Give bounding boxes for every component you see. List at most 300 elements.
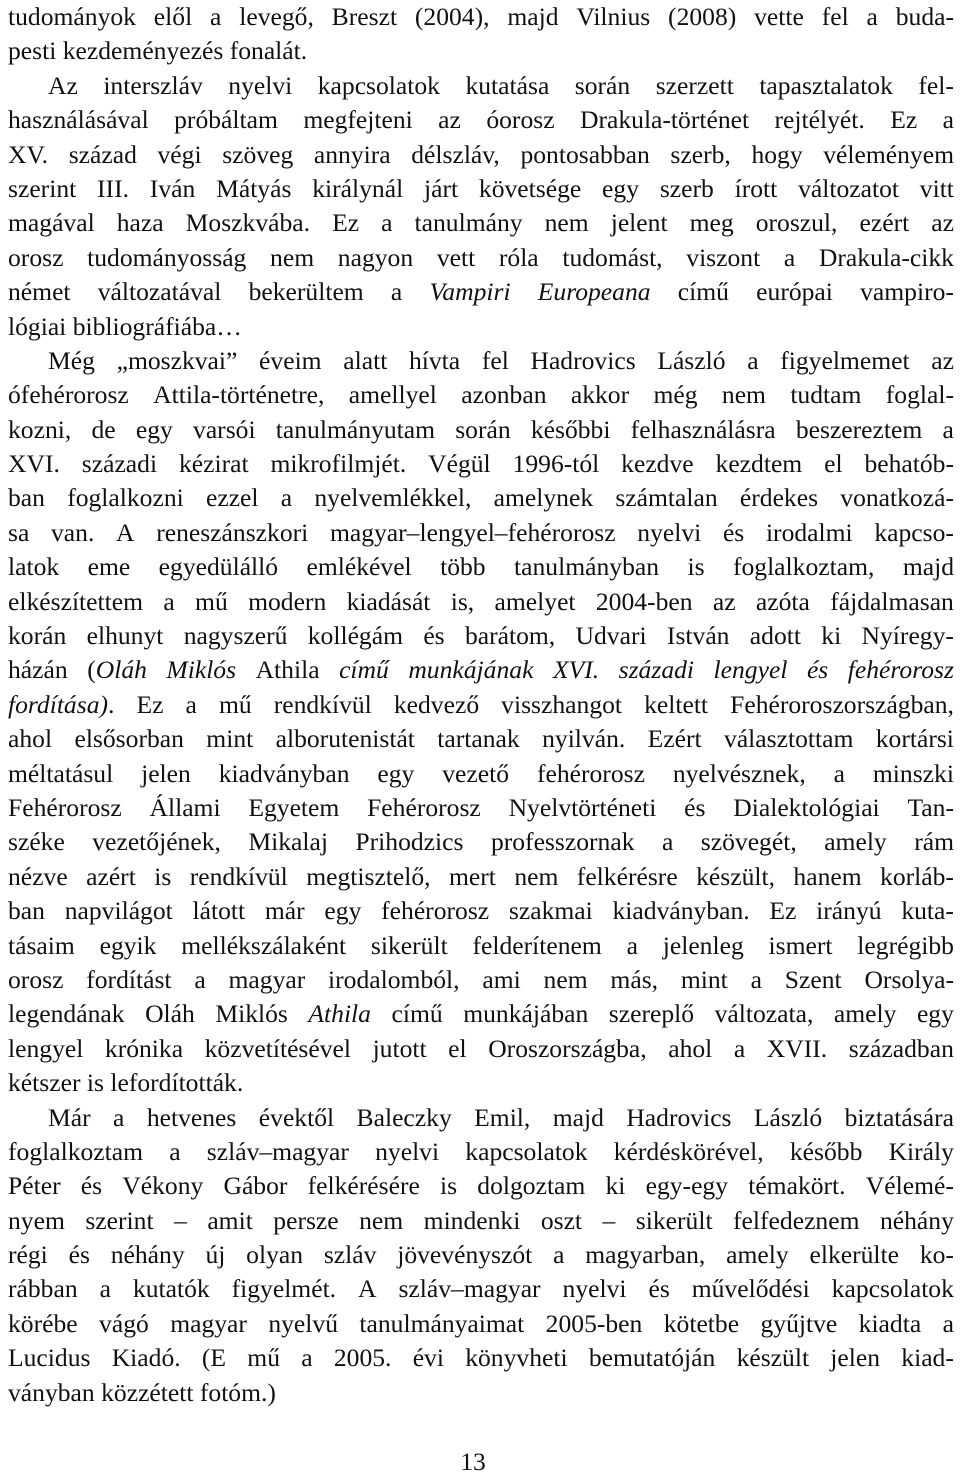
word: rám [914,827,954,857]
word: legendának [8,999,125,1029]
word: követsége [478,173,582,203]
word: fordítást [86,964,172,994]
word: a [733,1033,746,1063]
word: oszt [540,1205,583,1235]
word: róla [498,242,539,272]
word: században [848,1033,954,1063]
word: című [391,999,443,1029]
word: azért [86,861,136,891]
word: tudtam [790,380,862,410]
word: készült [736,1343,810,1373]
word: van. [51,517,95,547]
word: dolgoztam [477,1171,586,1201]
word: Péter [8,1171,61,1201]
word: majd [552,1102,604,1132]
word: persze [273,1205,339,1235]
word: tartanak [437,724,520,754]
word: minszki [872,758,954,788]
word: alborutenistát [275,724,415,754]
word: járt [424,173,459,203]
word: nyelvű [268,1308,338,1338]
word: latok [8,552,60,582]
word: visszhangot [501,689,623,719]
word: évektől [258,1102,335,1132]
word: még [653,380,698,410]
word: Hadrovics [626,1102,732,1132]
word: kezdtem [715,449,803,479]
word: akkor [570,380,630,410]
word: XVI. [552,655,600,685]
text-line [8,997,954,1031]
word: óorosz [486,105,555,135]
word: jelenleg [662,930,744,960]
text-line [8,241,954,275]
word: lengyel [713,655,788,685]
word: tanulmányban [514,552,660,582]
word: Fehérorosz [367,792,481,822]
text-line [8,619,954,653]
word: tudományok [8,2,136,31]
word: nyelvi [562,1274,627,1304]
word: kapcsolatok [831,1274,954,1304]
word: a [626,930,638,960]
text-line [8,1101,954,1135]
word: elkerülte [809,1240,900,1270]
word: Még [48,345,95,375]
word: tudományosság [87,242,247,272]
word: mert [449,861,496,891]
word: Attila-történetre, [153,380,325,410]
word: ezzel [205,483,259,513]
word: el [448,1033,467,1063]
word: egyedülálló [158,552,279,582]
word: vette [754,2,804,31]
text-line [8,516,954,550]
word: magyar [228,964,306,994]
word: bekerültem [248,277,364,307]
word: felkérésre [576,861,678,891]
word: amit [207,1205,253,1235]
word: szerzett [655,70,734,100]
word: Miklós [215,999,288,1029]
word: ki [605,1171,626,1201]
word: nem [270,242,315,272]
word: hanem [793,861,862,891]
text-line [8,103,954,137]
word: nyem [8,1205,65,1235]
word: kiadását [346,586,431,616]
word: már [264,896,305,926]
word: és [80,1171,103,1201]
word: a [194,964,206,994]
word: század [68,139,137,169]
word: beszereztem [795,414,923,444]
word: a [833,758,845,788]
word: kiadványban. [612,896,750,926]
word: fel [821,2,849,31]
word: könyvheti [465,1343,568,1373]
word: ismert [768,930,833,960]
word: oroszul, [755,208,838,238]
word: ahol [668,1033,713,1063]
word: rendkívül [189,861,288,891]
word: változatot [798,173,899,203]
text-line [8,722,954,756]
word: a [747,345,759,375]
text-line [8,138,954,172]
word: bemutatóján [588,1343,716,1373]
word: korláb- [880,861,954,891]
word: László [753,1102,823,1132]
word: tanulmányutam [275,414,435,444]
word: készült, [696,861,775,891]
word: választottam [724,724,854,754]
word: biztatására [844,1102,954,1132]
word: 1996-tól [512,449,600,479]
word: a [99,1274,111,1304]
word: azóta [755,586,810,616]
word: a [553,1240,565,1270]
word: Ezért [647,724,702,754]
word: elhunyt [86,621,164,651]
word: a [381,208,393,238]
word: el [824,449,843,479]
word: Miklós [166,655,237,685]
word: ványban [8,1377,95,1407]
word: XVI. [8,449,60,479]
word: a [301,1343,313,1373]
word: közvetítésével [204,1033,352,1063]
word: használásával [8,105,149,135]
word: nyelvemlékkel, [314,483,472,513]
word: kézirat [178,449,249,479]
word: A [116,517,135,547]
word: régi [8,1240,48,1270]
text-line [8,1135,954,1169]
word: tásaim [8,930,75,960]
word: írott [734,173,778,203]
word: szerint [85,1205,154,1235]
word: foglalkoztam, [732,552,875,582]
word: irodalomból, [328,964,460,994]
text-line [8,585,954,619]
word: hívta [408,345,461,375]
word: Oláh [145,999,195,1029]
word: nyelvi [375,1136,440,1166]
word: kétszer [8,1068,81,1098]
word: a [280,483,293,513]
word: vágó [99,1308,149,1338]
word: változatával [97,277,222,307]
word: XVII. [766,1033,828,1063]
text-line [8,310,954,344]
word: amely [726,1240,789,1270]
word: is [154,861,172,891]
text-line [8,413,954,447]
text-line [8,206,954,240]
word: emlékével [306,552,412,582]
word: levegő, [239,2,314,31]
word: magával [8,208,95,238]
word: (2004), [414,2,490,31]
word: néhány [879,1205,954,1235]
text-line [8,172,954,206]
word: eme [87,552,131,582]
word: ami [482,964,521,994]
word: az [931,208,954,238]
word: szláv–magyar [206,1136,349,1166]
word: későbbi [530,414,611,444]
text-line [8,481,954,515]
word: magyar [170,1308,247,1338]
word: azonban [461,380,547,410]
word: szöveg [222,139,294,169]
word: ahol [8,724,53,754]
word: amely [824,827,887,857]
word: „moszkvai” [116,345,238,375]
word: nyelvésznek, [672,758,806,788]
word: új [205,1240,226,1270]
word: egy [324,896,362,926]
word: évi [412,1343,444,1373]
word: századi [81,449,158,479]
word: kiadványban [218,758,350,788]
word: vampiro- [860,277,954,307]
word: 2005-ben [545,1308,643,1338]
word: orosz [8,242,64,272]
word: rábban [8,1274,78,1304]
word: is [86,1068,104,1098]
word: című [677,277,729,307]
word: kiadta [858,1308,922,1338]
word: reneszánszkori [156,517,309,547]
word: Fehérorosz [8,792,122,822]
word: interszláv [103,70,203,100]
word: buda- [895,2,954,31]
word: kapcsolatok [465,1136,588,1166]
word: Dialektológiai [733,792,880,822]
word: és [68,1240,90,1270]
word: Állami [149,792,221,822]
word: varsói [193,414,256,444]
word: figyelmét. [231,1274,337,1304]
word: gyűjtve [760,1308,838,1338]
word: Athila [308,999,371,1029]
text-line [8,275,954,309]
word: foglalkozni [67,483,184,513]
word: felderítenem [472,930,602,960]
word: Gábor [223,1171,288,1201]
word: barátom, [464,621,556,651]
word: Vampiri [429,277,511,307]
word: Vélemé- [865,1171,954,1201]
text-line [8,378,954,412]
word: Az [48,70,78,100]
word: tanulmány [414,208,523,238]
word: de [91,414,116,444]
word: megtisztelő, [306,861,431,891]
word: később [789,1136,863,1166]
word: elkészítettem [8,586,144,616]
word: európai [756,277,833,307]
word: olyan [246,1240,304,1270]
word: egy [135,414,173,444]
word: A [358,1274,377,1304]
word: tudomást, [562,242,663,272]
word: a [390,277,403,307]
word: Már [48,1102,91,1132]
word: látott [192,896,246,926]
word: Drakula-cikk [818,242,954,272]
text-line [8,69,954,103]
word: ezért [859,208,910,238]
text-line [8,34,954,68]
word: német [8,277,71,307]
word: méltatásul [8,758,114,788]
text-line [8,653,954,687]
word: során [574,70,631,100]
word: a [783,242,796,272]
word: fel [481,345,509,375]
word: nagyszerű [183,621,288,651]
word: vett [436,242,476,272]
text-line [8,963,954,997]
word: egy [916,999,954,1029]
word: Oroszországba, [488,1033,647,1063]
text-line [8,688,954,722]
word: mű [247,1343,281,1373]
word: pontosabban [520,139,650,169]
word: szakmai [508,896,593,926]
text-line [8,1169,954,1203]
word: modern [248,586,327,616]
word: ki [821,621,842,651]
word: kezdeményezés [62,36,224,66]
word: egyik [99,930,157,960]
word: kutatása [465,70,550,100]
text-line [8,1032,954,1066]
word: (Oláh [87,655,147,685]
word: ban [8,483,45,513]
word: lengyel [8,1033,84,1063]
word: a [169,1136,181,1166]
word: a [661,827,674,857]
word: kutatók [132,1274,210,1304]
word: változata, [714,999,814,1029]
word: Baleczky [356,1102,452,1132]
word: számtalan [615,483,718,513]
word: és [684,792,706,822]
word: és [423,621,445,651]
word: szláv–magyar [398,1274,541,1304]
word: kiad- [901,1343,954,1373]
word: figyelmemet [780,345,910,375]
word: egy [377,758,415,788]
word: fehérorosz [381,896,490,926]
word: tapasztalatok [759,70,893,100]
word: kapcsolatok [317,70,440,100]
word: 2004-ben [595,586,693,616]
word: munkájában [463,999,589,1029]
word: éveim [259,345,322,375]
word: a [942,105,954,135]
word: szereplő [608,999,695,1029]
word: pesti [8,36,57,66]
body-text [8,0,954,1410]
text-line [8,929,954,963]
text-line [8,894,954,928]
text-line [8,791,954,825]
word: néhány [110,1240,185,1270]
word: egy-egy [645,1171,729,1201]
word: érdekes [739,483,819,513]
word: hetvenes [146,1102,237,1132]
word: a [942,414,954,444]
word: jelen [141,758,191,788]
word: szerb, [670,139,731,169]
word: – [174,1205,187,1235]
word: Ez [136,689,164,719]
word: Hadrovics [530,345,636,375]
word: Moszkvába. [185,208,311,238]
word: századi [618,655,695,685]
word: más, [610,964,659,994]
word: krónika [104,1033,184,1063]
word: fehérorosz [536,758,645,788]
word: körébe [8,1308,78,1338]
document-page [8,0,954,1410]
word: nem [544,208,589,238]
word: megfejteni [303,105,413,135]
word: mindenki [423,1205,521,1235]
word: amelyet [494,586,576,616]
word: nem [721,380,766,410]
word: fájdalmasan [830,586,954,616]
word: vezető [442,758,510,788]
word: Breszt [331,2,398,31]
word: Ez [332,208,360,238]
text-line [8,825,954,859]
word: bibliográfiába… [72,311,242,341]
word: korán [8,621,67,651]
word: témakört. [748,1171,846,1201]
word: több [440,552,486,582]
word: rejtélyét. [774,105,865,135]
word: rendkívül [273,689,372,719]
word: Vilnius [576,2,651,31]
word: a [866,2,878,31]
word: mint [206,724,254,754]
word: fel- [918,70,954,100]
word: szláv [323,1240,377,1270]
word: mellékszálaként [181,930,347,960]
word: című [339,655,389,685]
word: magyarban, [585,1240,706,1270]
word: ban [8,896,45,926]
word: során [455,414,511,444]
word: nézve [8,861,68,891]
page-number: 13 [460,1447,486,1476]
word: jövevényszót [397,1240,533,1270]
word: Nyíregy- [861,621,954,651]
word: sa [8,517,30,547]
word: vezetőjének, [92,827,221,857]
word: királynál [312,173,404,203]
word: végi [157,139,202,169]
word: foglalkoztam [8,1136,144,1166]
word: 2005. [333,1343,392,1373]
word: a [942,1308,954,1338]
